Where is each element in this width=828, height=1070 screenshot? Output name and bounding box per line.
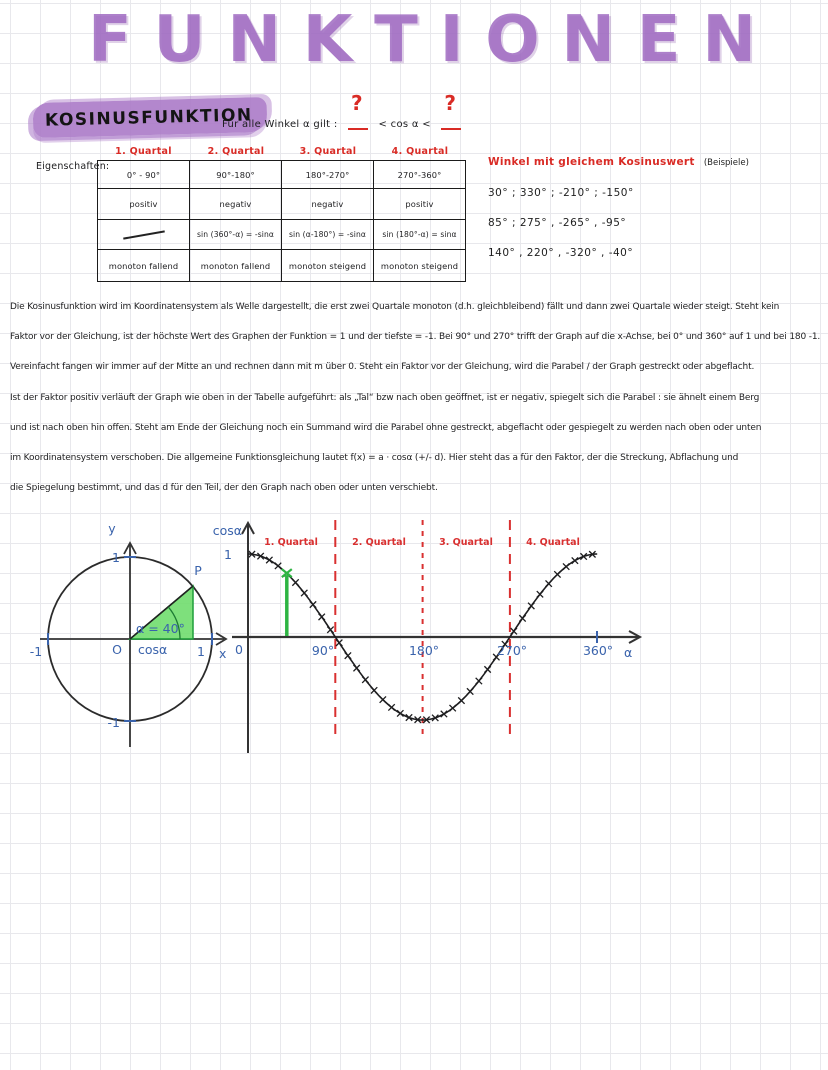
example-item: 30° ; 330° ; -210° ; -150° [488,187,634,199]
title-letter: U [153,3,206,77]
origin-label: O [112,642,122,657]
intro-label: Für alle Winkel α gilt : [222,119,338,130]
table-cell: sin (180°-α) = sinα [374,220,466,250]
diagram-canvas [20,515,660,765]
page-title [88,0,756,82]
x-tick-label: 360° [582,643,614,658]
circle-tick-top: 1 [112,550,120,565]
examples-block [488,150,818,259]
column-header: 2. Quartal [207,146,265,157]
title-letter: N [561,3,615,77]
table-cell: 90°-180° [190,161,282,189]
example-item: 140° , 220° , -320° , -40° [488,247,634,259]
circle-y-label: y [108,521,116,536]
question-mark-left: ? [351,91,363,115]
x-tick-label: 180° [408,643,440,658]
table-cell: positiv [374,189,466,220]
graph-y-top-tick: 1 [224,547,232,562]
table-cell: monoton steigend [374,250,466,282]
rising-line-sketch [123,230,165,239]
title-letter: E [636,3,681,77]
unit-circle-diagram [30,521,227,747]
text-line: Vereinfacht fangen wir immer auf der Mitte an und rechnen dann mit m über 0. Steht ein Faktor vor der Gleichung, wird die Parabel / der Graph gestreckt oder abgeflacht. [10,362,755,373]
title-letter: I [439,3,464,77]
table-cell [98,220,190,250]
section-heading: KOSINUSFUNKTION [33,97,267,138]
body-text [10,292,824,503]
table-row [98,220,466,250]
inequality-text: < cos α < [378,119,431,130]
column-header: 4. Quartal [391,146,449,157]
circle-x-label: x [219,646,227,661]
angle-value-label: α = 40° [136,621,185,636]
table-cell: sin (360°-α) = -sinα [190,220,282,250]
text-line: und ist nach oben hin offen. Steht am Ende der Gleichung noch ein Summand wird die Parabel ohne gestreckt, abgeflacht oder gespiegelt zu werden nach oben oder unten [10,422,762,433]
blank-right [441,91,461,130]
examples-heading: Winkel mit gleichem Kosinuswert [488,156,695,168]
title-letter: N [227,3,281,77]
table-cell: 180°-270° [282,161,374,189]
title-letter: N [702,3,756,77]
column-header: 3. Quartal [299,146,357,157]
circle-tick-right: 1 [197,644,205,659]
blank-left [348,91,368,130]
x-tick-label: 90° [311,643,335,658]
table-cell: monoton steigend [282,250,374,282]
table-column-headers [97,146,466,157]
table-row [98,189,466,220]
quadrant-label: 1. Quartal [264,537,318,548]
table-cell: negativ [190,189,282,220]
intro-line [222,91,468,130]
text-line: im Koordinatensystem verschoben. Die allgemeine Funktionsgleichung lautet f(x) = a · cosα (+/- d). Hier steht das a für den Faktor, der die Streckung, Abflachung und [10,452,739,463]
table-row [98,250,466,282]
table-cell: negativ [282,189,374,220]
text-line: Ist der Faktor positiv verläuft der Graph wie oben in der Tabelle aufgeführt: als „Tal“ bzw nach oben geöffnet, ist er negativ, spiegelt sich die Parabel : sie ähnelt einem Berg [10,392,760,403]
cos-side-label: cosα [138,642,168,657]
graph-x-axis-label: α [624,645,633,660]
examples-note: (Beispiele) [703,158,749,168]
properties-table [97,160,466,282]
point-p-label: P [194,563,202,578]
quadrant-label: 4. Quartal [526,537,580,548]
table-row-label: Eigenschaften: [36,161,110,172]
table-cell: 0° - 90° [98,161,190,189]
table-cell: monoton fallend [98,250,190,282]
table-cell: monoton fallend [190,250,282,282]
example-item: 85° ; 275° , -265° , -95° [488,217,627,229]
title-letter: O [485,3,540,77]
table-cell: sin (α-180°) = -sinα [282,220,374,250]
table-row [98,161,466,189]
column-header: 1. Quartal [115,146,172,157]
quadrant-label: 3. Quartal [439,537,493,548]
x-tick-label: 270° [496,643,528,658]
x-tick-label: 0 [235,642,243,657]
question-mark-right: ? [444,91,457,115]
title-letter: F [88,3,132,77]
text-line: die Spiegelung bestimmt, und das d für den Teil, der den Graph nach oben oder unten verschiebt. [10,483,438,494]
table-cell: 270°-360° [374,161,466,189]
text-line: Die Kosinusfunktion wird im Koordinatensystem als Welle dargestellt, die erst zwei Quartale monoton (d.h. gleichbleibend) fällt und dann zwei Quartale wieder steigt. Steht kein [10,302,780,312]
circle-tick-left: -1 [29,644,43,659]
title-letter: K [302,3,353,77]
circle-tick-bottom: -1 [107,715,120,730]
table-cell: positiv [98,189,190,220]
quadrant-label: 2. Quartal [352,537,406,548]
marked-value-line [282,569,292,636]
quadrant-guides [335,520,510,736]
title-letter: T [374,3,418,77]
cosine-graph [213,520,640,753]
graph-y-axis-label: cosα [212,523,242,538]
text-line: Faktor vor der Gleichung, ist der höchste Wert des Graphen der Funktion = 1 und der tiefste = -1. Bei 90° und 270° trifft der Graph auf die x-Achse, bei 0° und 360° auf 1 und bei 180 -1. [10,332,821,343]
